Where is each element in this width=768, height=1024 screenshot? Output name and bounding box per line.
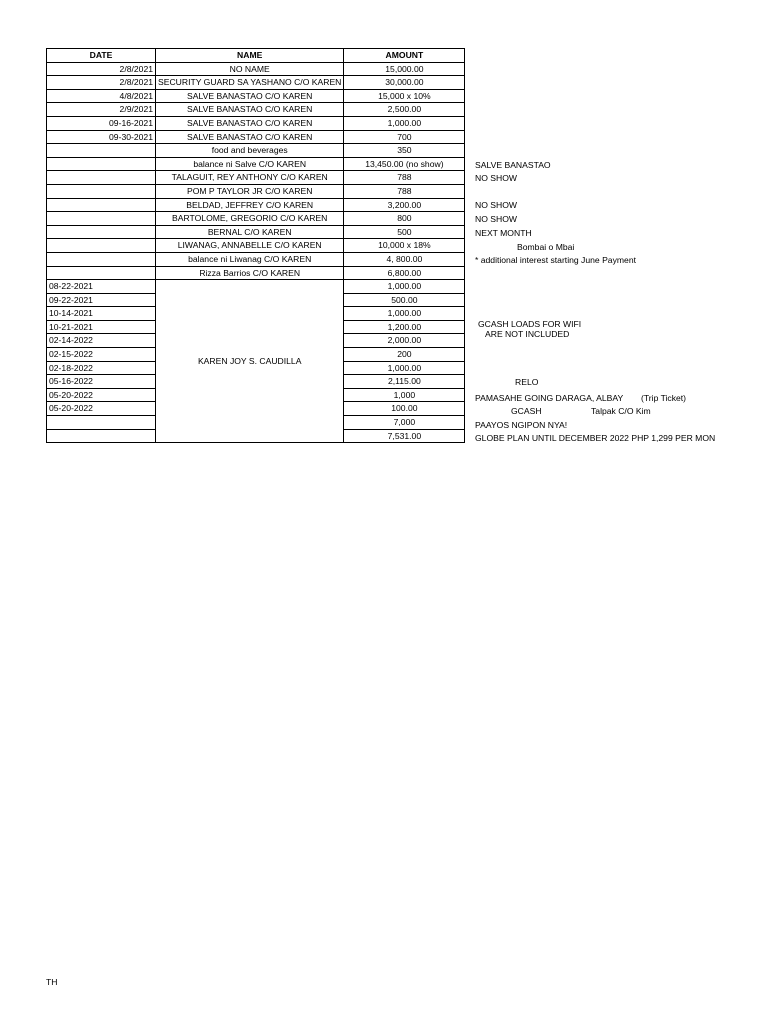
cell-amount[interactable]: 1,000.00 <box>344 280 465 294</box>
cell-date[interactable] <box>47 429 156 443</box>
cell-date[interactable]: 10-14-2021 <box>47 307 156 321</box>
cell-name[interactable]: SALVE BANASTAO C/O KAREN <box>156 130 344 144</box>
note-not-included: ARE NOT INCLUDED <box>485 329 570 339</box>
cell-amount[interactable]: 30,000.00 <box>344 76 465 90</box>
cell-amount[interactable]: 3,200.00 <box>344 198 465 212</box>
cell-amount[interactable]: 788 <box>344 171 465 185</box>
cell-date[interactable]: 02-14-2022 <box>47 334 156 348</box>
cell-date[interactable]: 08-22-2021 <box>47 280 156 294</box>
cell-date[interactable]: 05-20-2022 <box>47 402 156 416</box>
cell-date[interactable]: 10-21-2021 <box>47 320 156 334</box>
cell-date[interactable] <box>47 157 156 171</box>
cell-amount[interactable]: 1,000 <box>344 388 465 402</box>
cell-date[interactable]: 02-15-2022 <box>47 348 156 362</box>
cell-name[interactable]: balance ni Liwanag C/O KAREN <box>156 252 344 266</box>
table-row <box>47 89 465 103</box>
cell-amount[interactable]: 700 <box>344 130 465 144</box>
cell-amount[interactable]: 13,450.00 (no show) <box>344 157 465 171</box>
cell-date[interactable]: 02-18-2022 <box>47 361 156 375</box>
cell-date[interactable] <box>47 416 156 430</box>
cell-date[interactable] <box>47 225 156 239</box>
note-globe-plan: GLOBE PLAN UNTIL DECEMBER 2022 PHP 1,299 PER MON <box>475 433 716 443</box>
note-no-show: NO SHOW <box>475 173 518 183</box>
note-next-month: NEXT MONTH <box>475 228 532 238</box>
cell-name[interactable]: SECURITY GUARD SA YASHANO C/O KAREN <box>156 76 344 90</box>
cell-date[interactable]: 2/8/2021 <box>47 62 156 76</box>
cell-amount[interactable]: 200 <box>344 348 465 362</box>
cell-name[interactable]: SALVE BANASTAO C/O KAREN <box>156 103 344 117</box>
cell-amount[interactable]: 350 <box>344 144 465 158</box>
cell-date[interactable]: 05-20-2022 <box>47 388 156 402</box>
header-name: NAME <box>156 49 344 63</box>
note-no-show: NO SHOW <box>475 214 518 224</box>
cell-amount[interactable]: 15,000.00 <box>344 62 465 76</box>
note-additional-interest: * additional interest starting June Payment <box>475 255 636 265</box>
table-row <box>47 76 465 90</box>
cell-date[interactable]: 05-16-2022 <box>47 375 156 389</box>
note-bombai: Bombai o Mbai <box>517 242 575 252</box>
cell-amount[interactable]: 1,200.00 <box>344 320 465 334</box>
cell-amount[interactable]: 6,800.00 <box>344 266 465 280</box>
table-row <box>47 225 465 239</box>
note-talpak: Talpak C/O Kim <box>591 406 651 416</box>
spreadsheet-sheet <box>46 48 726 468</box>
footer-initials: TH <box>46 977 58 987</box>
note-gcash-loads: GCASH LOADS FOR WIFI <box>478 319 582 329</box>
table-row <box>47 62 465 76</box>
cell-amount[interactable]: 1,000.00 <box>344 116 465 130</box>
ledger-table <box>46 48 465 443</box>
note-relo: RELO <box>515 377 539 387</box>
note-trip-ticket: (Trip Ticket) <box>641 393 687 403</box>
cell-amount[interactable]: 2,000.00 <box>344 334 465 348</box>
cell-amount[interactable]: 100.00 <box>344 402 465 416</box>
cell-date[interactable] <box>47 144 156 158</box>
notes-column <box>475 48 768 468</box>
cell-date[interactable] <box>47 171 156 185</box>
table-row <box>47 184 465 198</box>
cell-date[interactable]: 2/9/2021 <box>47 103 156 117</box>
table-row <box>47 280 465 294</box>
cell-name[interactable]: LIWANAG, ANNABELLE C/O KAREN <box>156 239 344 253</box>
cell-name[interactable]: NO NAME <box>156 62 344 76</box>
cell-amount[interactable]: 500 <box>344 225 465 239</box>
cell-date[interactable] <box>47 266 156 280</box>
cell-date[interactable]: 09-16-2021 <box>47 116 156 130</box>
header-amount: AMOUNT <box>344 49 465 63</box>
cell-amount[interactable]: 1,000.00 <box>344 307 465 321</box>
cell-amount[interactable]: 15,000 x 10% <box>344 89 465 103</box>
table-row <box>47 144 465 158</box>
table-row <box>47 171 465 185</box>
cell-amount[interactable]: 2,115.00 <box>344 375 465 389</box>
cell-amount[interactable]: 1,000.00 <box>344 361 465 375</box>
cell-name[interactable]: Rizza Barrios C/O KAREN <box>156 266 344 280</box>
cell-date[interactable] <box>47 252 156 266</box>
note-salve-banastao: SALVE BANASTAO <box>475 160 551 170</box>
cell-date[interactable] <box>47 198 156 212</box>
cell-name[interactable]: food and beverages <box>156 144 344 158</box>
cell-name-merged[interactable]: KAREN JOY S. CAUDILLA <box>156 280 344 443</box>
cell-name[interactable]: balance ni Salve C/O KAREN <box>156 157 344 171</box>
note-gcash: GCASH <box>511 406 542 416</box>
cell-name[interactable]: BERNAL C/O KAREN <box>156 225 344 239</box>
cell-amount[interactable]: 10,000 x 18% <box>344 239 465 253</box>
cell-amount[interactable]: 2,500.00 <box>344 103 465 117</box>
cell-date[interactable]: 4/8/2021 <box>47 89 156 103</box>
cell-amount[interactable]: 500.00 <box>344 293 465 307</box>
table-row <box>47 130 465 144</box>
cell-date[interactable]: 09-22-2021 <box>47 293 156 307</box>
table-row <box>47 116 465 130</box>
header-date: DATE <box>47 49 156 63</box>
table-row <box>47 103 465 117</box>
cell-name[interactable]: SALVE BANASTAO C/O KAREN <box>156 89 344 103</box>
cell-amount[interactable]: 800 <box>344 212 465 226</box>
cell-date[interactable] <box>47 239 156 253</box>
cell-amount[interactable]: 7,000 <box>344 416 465 430</box>
cell-amount[interactable]: 7,531.00 <box>344 429 465 443</box>
cell-name[interactable]: BELDAD, JEFFREY C/O KAREN <box>156 198 344 212</box>
table-row <box>47 212 465 226</box>
table-row <box>47 252 465 266</box>
cell-name[interactable]: POM P TAYLOR JR C/O KAREN <box>156 184 344 198</box>
table-row <box>47 198 465 212</box>
cell-name[interactable]: TALAGUIT, REY ANTHONY C/O KAREN <box>156 171 344 185</box>
note-pamasahe: PAMASAHE GOING DARAGA, ALBAY <box>475 393 624 403</box>
cell-date[interactable] <box>47 184 156 198</box>
cell-date[interactable]: 09-30-2021 <box>47 130 156 144</box>
cell-amount[interactable]: 788 <box>344 184 465 198</box>
cell-date[interactable] <box>47 212 156 226</box>
cell-name[interactable]: BARTOLOME, GREGORIO C/O KAREN <box>156 212 344 226</box>
note-no-show: NO SHOW <box>475 200 518 210</box>
table-row <box>47 239 465 253</box>
cell-date[interactable]: 2/8/2021 <box>47 76 156 90</box>
cell-name[interactable]: SALVE BANASTAO C/O KAREN <box>156 116 344 130</box>
cell-amount[interactable]: 4, 800.00 <box>344 252 465 266</box>
header-row <box>47 49 465 63</box>
table-row <box>47 157 465 171</box>
note-paayos: PAAYOS NGIPON NYA! <box>475 420 568 430</box>
table-row <box>47 266 465 280</box>
